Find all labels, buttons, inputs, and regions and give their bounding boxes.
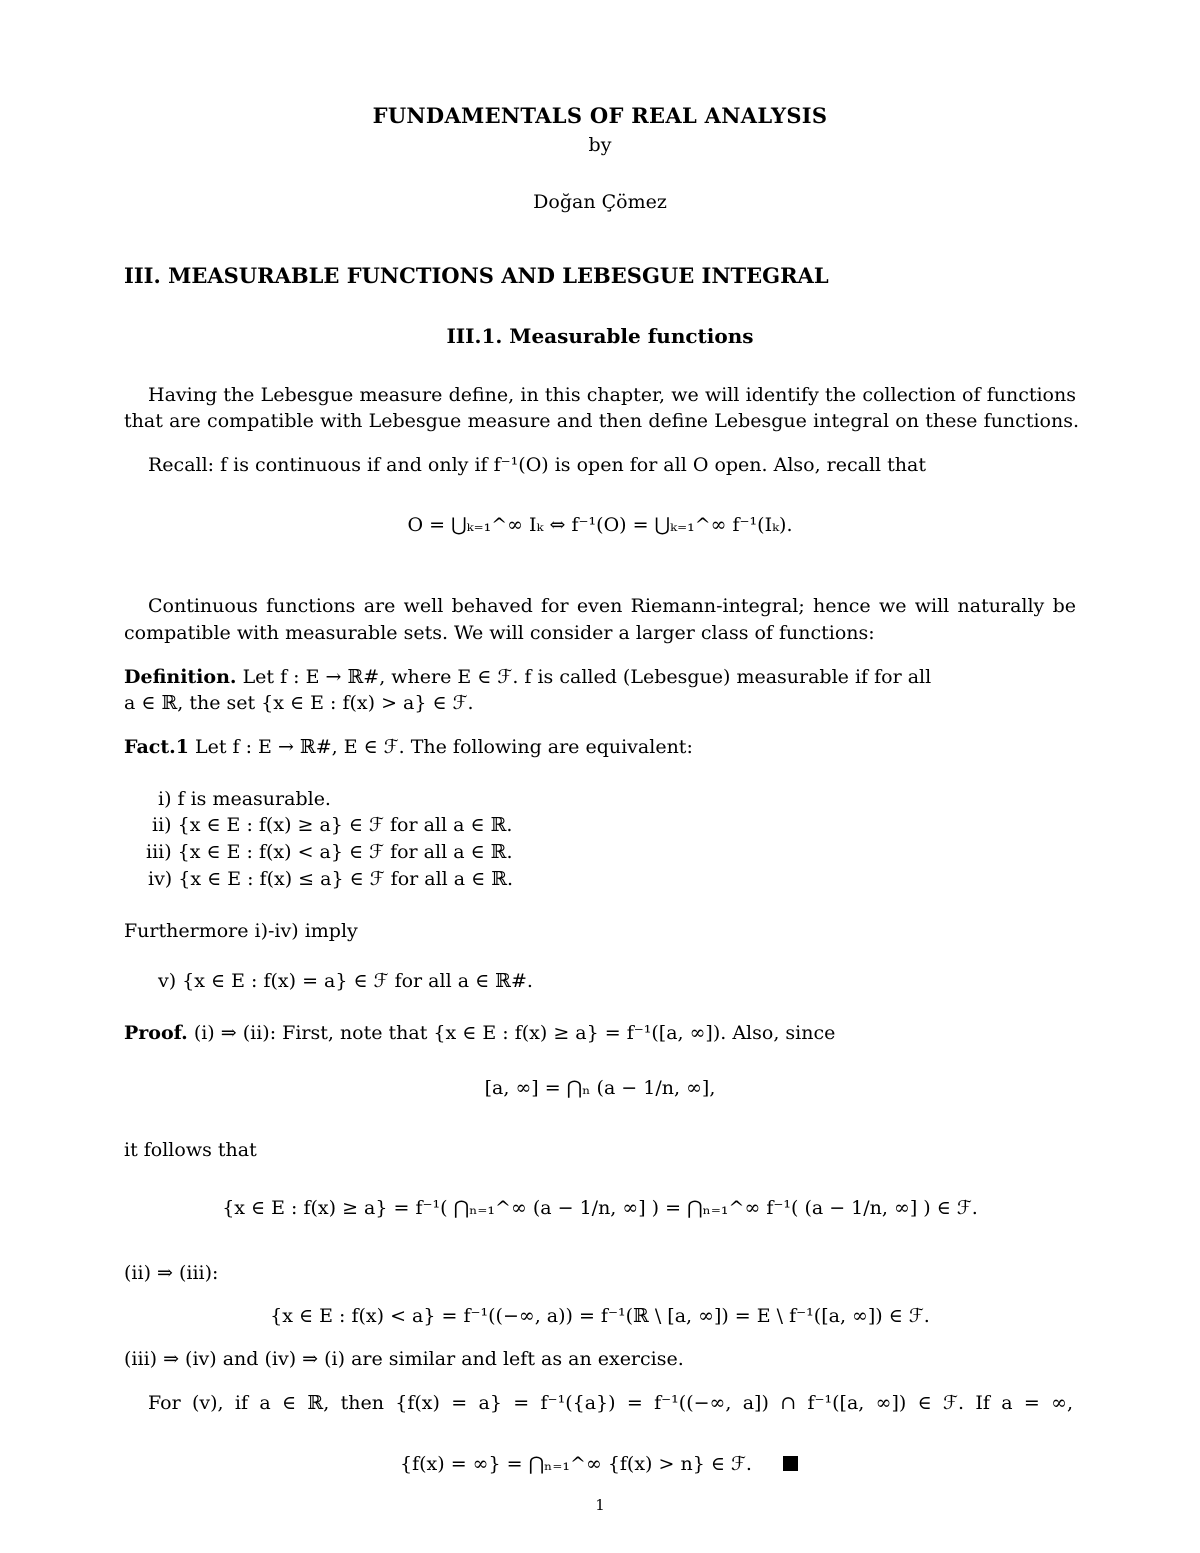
list-item-iv: iv) {x ∈ E : f(x) ≤ a} ∈ ℱ for all a ∈ ℝ. xyxy=(148,868,514,890)
section-heading: III.1. Measurable functions xyxy=(446,324,754,348)
furthermore-line: Furthermore i)-iv) imply xyxy=(124,920,358,942)
similar-line: (iii) ⇒ (iv) and (iv) ⇒ (i) are similar and left as an exercise. xyxy=(124,1348,684,1370)
follows-line: it follows that xyxy=(124,1139,257,1161)
equation-final: {f(x) = ∞} = ⋂ₙ₌₁^∞ {f(x) > n} ∈ ℱ. xyxy=(400,1453,752,1475)
fact-label: Fact.1 xyxy=(124,736,189,758)
equation-interval: [a, ∞] = ⋂ₙ (a − 1/n, ∞], xyxy=(484,1077,716,1099)
continuous-paragraph-line-2: compatible with measurable sets. We will consider a larger class of functions: xyxy=(124,622,875,644)
definition-line-1 xyxy=(124,665,1079,689)
list-item-i: i) f is measurable. xyxy=(158,788,331,810)
definition-line-2: a ∈ ℝ, the set {x ∈ E : f(x) > a} ∈ ℱ. xyxy=(124,692,474,714)
recall-line: Recall: f is continuous if and only if f⁻¹(O) is open for all O open. Also, recall that xyxy=(148,454,926,476)
list-item-ii: ii) {x ∈ E : f(x) ≥ a} ∈ ℱ for all a ∈ ℝ. xyxy=(152,814,513,836)
equation-follows: {x ∈ E : f(x) ≥ a} = f⁻¹( ⋂ₙ₌₁^∞ (a − 1/n, ∞] ) = ⋂ₙ₌₁^∞ f⁻¹( (a − 1/n, ∞] ) ∈ ℱ. xyxy=(222,1197,978,1219)
ii-implies-iii-label: (ii) ⇒ (iii): xyxy=(124,1262,219,1284)
fact-text: Let f : E → ℝ#, E ∈ ℱ. The following are equivalent: xyxy=(195,736,693,758)
definition-label: Definition. xyxy=(124,666,237,688)
intro-paragraph-line-2: that are compatible with Lebesgue measure and then define Lebesgue integral on these functions. xyxy=(124,410,1079,432)
chapter-heading: III. MEASURABLE FUNCTIONS AND LEBESGUE INTEGRAL xyxy=(124,263,829,288)
proof-text: (i) ⇒ (ii): First, note that {x ∈ E : f(x) ≥ a} = f⁻¹([a, ∞]). Also, since xyxy=(193,1022,836,1044)
page-number: 1 xyxy=(595,1496,605,1514)
definition-text: Let f : E → ℝ#, where E ∈ ℱ. f is called (Lebesgue) measurable if for all xyxy=(242,666,932,688)
intro-paragraph-line-1: Having the Lebesgue measure define, in this chapter, we will identify the collection of functions xyxy=(148,384,1076,406)
continuous-paragraph-line-1: Continuous functions are well behaved for even Riemann-integral; hence we will naturally be xyxy=(148,595,1076,617)
qed-square-icon xyxy=(783,1456,798,1471)
fact-line xyxy=(124,735,1079,759)
by-line: by xyxy=(588,134,612,156)
proof-label: Proof. xyxy=(124,1022,188,1044)
paper-title: FUNDAMENTALS OF REAL ANALYSIS xyxy=(372,103,828,128)
list-item-iii: iii) {x ∈ E : f(x) < a} ∈ ℱ for all a ∈ ℝ. xyxy=(146,841,513,863)
equation-union: O = ⋃ₖ₌₁^∞ Iₖ ⇔ f⁻¹(O) = ⋃ₖ₌₁^∞ f⁻¹(Iₖ). xyxy=(407,514,793,536)
equation-ii-iii: {x ∈ E : f(x) < a} = f⁻¹((−∞, a)) = f⁻¹(ℝ \ [a, ∞]) = E \ f⁻¹([a, ∞]) ∈ ℱ. xyxy=(270,1305,930,1327)
proof-line-1 xyxy=(124,1021,1079,1045)
author-name: Doğan Çömez xyxy=(533,191,667,213)
list-item-v: v) {x ∈ E : f(x) = a} ∈ ℱ for all a ∈ ℝ#. xyxy=(158,970,533,992)
for-v-line: For (v), if a ∈ ℝ, then {f(x) = a} = f⁻¹({a}) = f⁻¹((−∞, a]) ∩ f⁻¹([a, ∞]) ∈ ℱ. If a = ∞, xyxy=(148,1392,1073,1414)
